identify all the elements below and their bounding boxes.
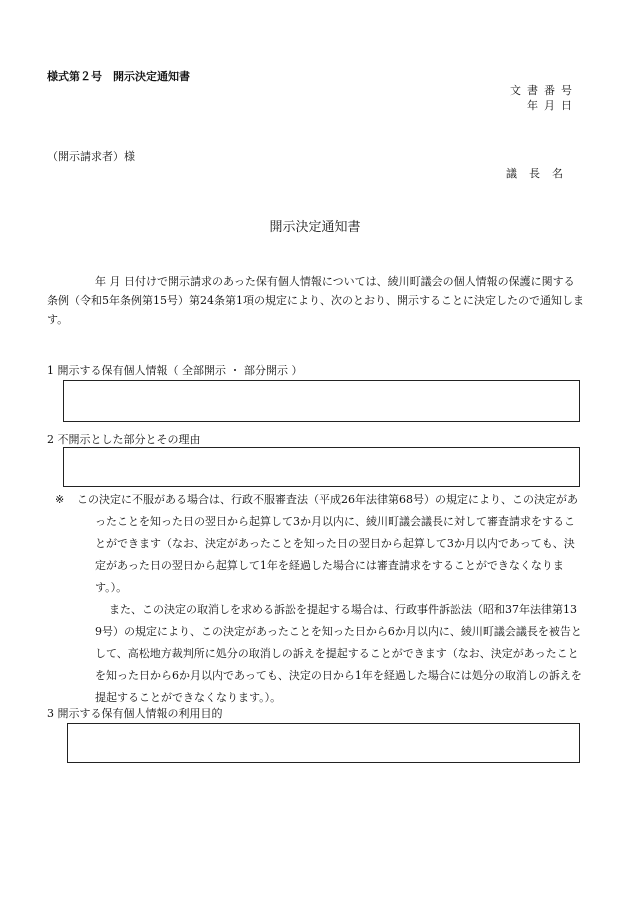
- notice-paragraph-2: また、この決定の取消しを求める訴訟を提起する場合は、行政事件訴訟法（昭和37年法律第139号）の規定により、この決定があったことを知った日から6か月以内に、綾川町議会議長を被告として、高松地方裁判所に処分の取消しの訴えを提起することができます（なお、決定があったことを知った日から6か月以内であっても、決定の日から1年を経過した場合には処分の取消しの訴えを提起することができなくなります。）。: [95, 603, 582, 704]
- document-date-label: 年月日: [527, 99, 578, 112]
- appeal-notice: [47, 489, 583, 709]
- intro-paragraph: 年 月 日付けで開示請求のあった保有個人情報については、綾川町議会の個人情報の保護に関する条例（令和5年条例第15号）第24条第1項の規定により、次のとおり、開示することに決定したので通知します。: [47, 275, 584, 326]
- item-3-field[interactable]: [67, 723, 580, 763]
- item-2-field[interactable]: [63, 447, 580, 487]
- addressee: （開示請求者）様: [47, 150, 135, 163]
- sender-name: 議長名: [506, 167, 575, 180]
- notice-paragraph-1-text: この決定に不服がある場合は、行政不服審査法（平成26年法律第68号）の規定により、この決定があったことを知った日の翌日から起算して3か月以内に、綾川町議会議長に対して審査請求をすることができます（なお、決定があったことを知った日の翌日から起算して3か月以内であっても、決定があった日の翌日から起算して1年を経過した場合には審査請求をすることができなくなります。）。: [77, 493, 578, 594]
- document-number-label: 文書番号: [510, 84, 578, 97]
- item-2-label: 2 不開示とした部分とその理由: [47, 433, 201, 446]
- notice-mark: ※: [55, 493, 65, 506]
- item-1-label: 1 開示する保有個人情報（ 全部開示 ・ 部分開示 ）: [47, 364, 303, 377]
- notice-paragraph-1: [47, 489, 583, 599]
- item-1-field[interactable]: [63, 380, 580, 422]
- item-3-label: 3 開示する保有個人情報の利用目的: [47, 707, 223, 720]
- form-number: 様式第２号 開示決定通知書: [47, 70, 190, 83]
- document-title: 開示決定通知書: [269, 220, 361, 235]
